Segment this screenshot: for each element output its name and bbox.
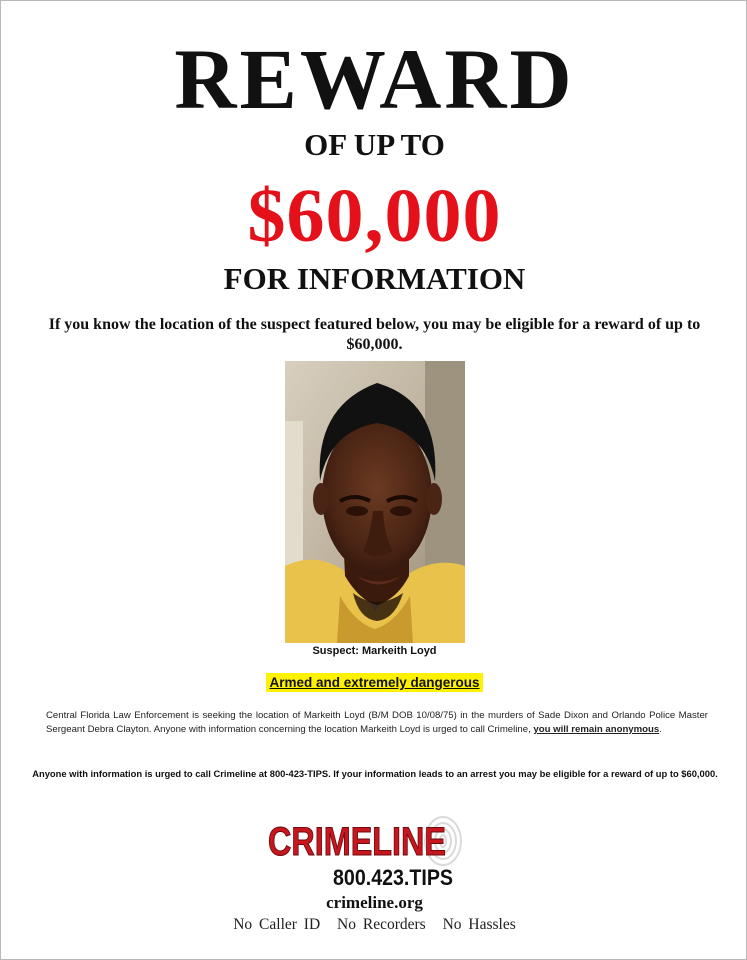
tagline-no-hassles: No Hassles [442, 916, 516, 933]
crimeline-logo [265, 813, 485, 891]
website: crimeline.org [326, 893, 423, 912]
for-information: FOR INFORMATION [223, 261, 526, 296]
reward-amount: $60,000 [247, 174, 502, 258]
tagline-no-recorders: No Recorders [337, 916, 426, 933]
anonymous-emphasis: you will remain anonymous [533, 724, 660, 735]
taglines [1, 915, 747, 935]
headline: REWARD [174, 31, 575, 127]
warning-text: Armed and extremely dangerous [266, 673, 482, 692]
body-text: Central Florida Law Enforcement is seeking the location of Markeith Loyd (B/M DOB 10/08/75) in the murders of Sade Dixon and Orlando Police Master Sergeant Debra Clayton. Anyone with information concerning the location Markeith Loyd is urged to call Crimeline, [46, 710, 708, 735]
call-to-action: Anyone with information is urged to call Crimeline at 800-423-TIPS. If your information leads to an arrest you may be eligible for a reward of up to $60,000. [32, 768, 718, 779]
logo-name: CRIMELINE [268, 820, 446, 864]
logo-phone: 800.423.TIPS [333, 865, 453, 890]
body-paragraph [46, 709, 708, 737]
subhead: OF UP TO [304, 127, 445, 162]
suspect-caption: Suspect: Markeith Loyd [312, 645, 437, 657]
tagline-no-caller-id: No Caller ID [233, 916, 321, 933]
intro-text: If you know the location of the suspect featured below, you may be eligible for a reward of up to $60,000. [48, 316, 701, 353]
body-end: . [659, 724, 662, 735]
warning-banner [1, 673, 747, 692]
suspect-photo [285, 361, 465, 643]
